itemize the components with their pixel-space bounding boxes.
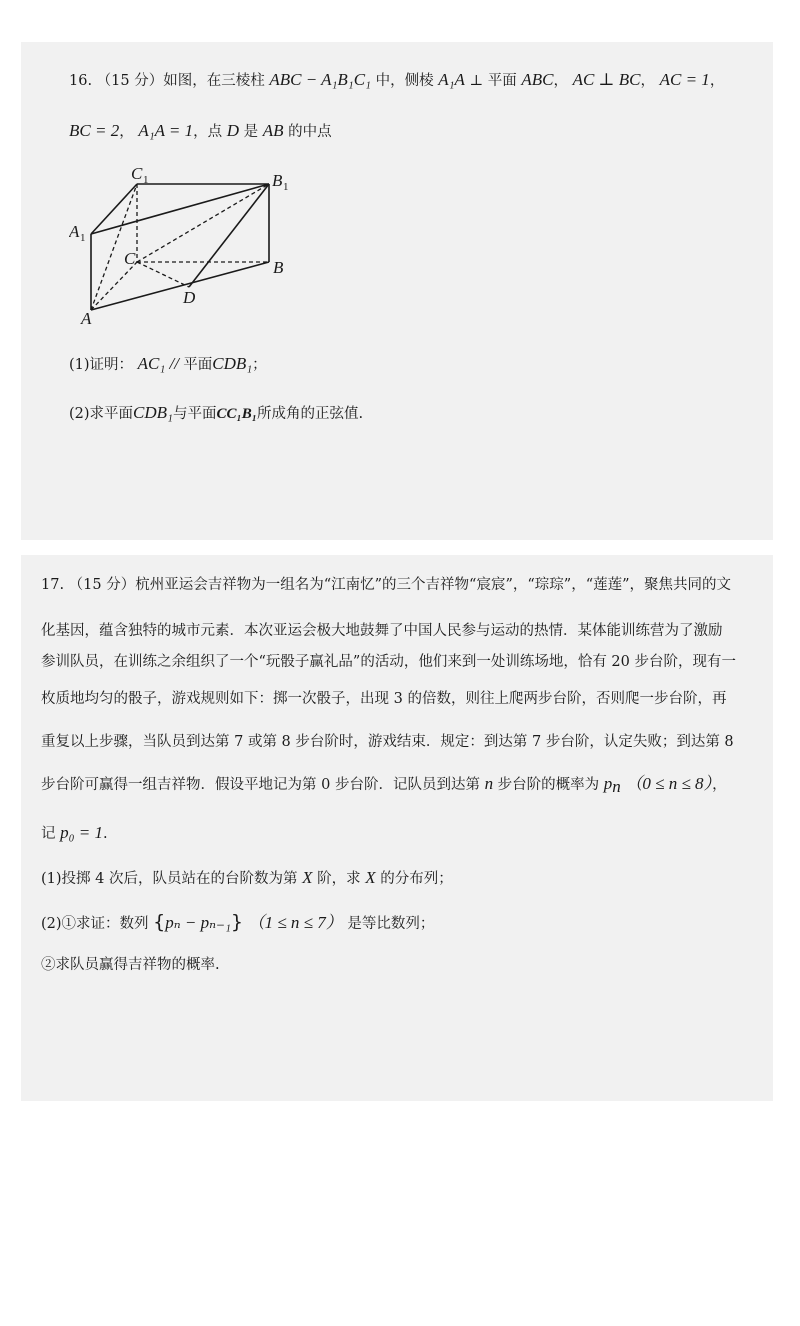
label-b: B xyxy=(273,258,284,277)
punct: . xyxy=(103,826,108,842)
problem-17-stem-line-2: 化基因，蕴含独特的城市元素．本次亚运会极大地鼓舞了中国人民参与运动的热情．某体能训练营为了激励 xyxy=(41,623,723,639)
math-prism: ABC − A₁B₁C₁ xyxy=(269,70,371,89)
math-variable: n xyxy=(484,774,494,793)
problem-16-question-2 xyxy=(69,403,363,424)
problem-17-card xyxy=(21,555,773,1101)
math-range: （1 ≤ n ≤ 7） xyxy=(247,913,343,932)
math-expression: AC₁ // xyxy=(137,354,184,373)
stem-text: 所成角的正弦值. xyxy=(256,406,364,422)
label-c1-sub: 1 xyxy=(143,174,149,186)
math-variable: X xyxy=(365,868,376,887)
edge-a1c1 xyxy=(91,184,137,234)
edge-ac1-hidden xyxy=(91,184,137,310)
math-plane: ABC xyxy=(521,70,554,89)
label-a1: A xyxy=(69,222,80,241)
stem-text: 的分布列； xyxy=(380,871,453,887)
problem-16-stem-line-2 xyxy=(69,121,332,142)
stem-text: 步台阶可赢得一组吉祥物．假设平地记为第 0 步台阶．记队员到达第 xyxy=(41,777,480,793)
math-condition: BC = 2 xyxy=(69,121,120,140)
punct: ， xyxy=(553,73,568,89)
edge-a1b1 xyxy=(91,184,269,234)
stem-text: 是 xyxy=(243,124,259,140)
punct: ； xyxy=(252,357,267,373)
math-condition: A₁A = 1 xyxy=(138,121,194,140)
question-label: (1)证明： xyxy=(69,357,134,373)
problem-16-card xyxy=(21,42,773,540)
problem-17-stem-line-1 xyxy=(41,575,731,595)
edge-db1 xyxy=(189,184,269,287)
math-plane: CC₁B₁ xyxy=(216,406,257,422)
question-label: (2)求平面 xyxy=(69,406,134,422)
edge-ac-hidden xyxy=(91,262,137,310)
problem-score: （15 分） xyxy=(96,73,164,89)
stem-text: (1)投掷 4 次后，队员站在的台阶数为第 xyxy=(41,871,298,887)
math-variable: p xyxy=(603,774,613,793)
problem-17-stem-line-5: 重复以上步骤，当队员到达第 7 或第 8 步台阶时，游戏结束．规定：到达第 7 步台阶，认定失败；到达第 8 xyxy=(41,734,734,750)
math-segment: AB xyxy=(262,121,284,140)
math-plane: CDB₁ xyxy=(212,354,253,373)
problem-17-question-2: (2)①求证：数列 {pₙ − pₙ₋₁} （1 ≤ n ≤ 7） 是等比数列； xyxy=(41,911,435,933)
punct: ， xyxy=(119,124,134,140)
punct: ， xyxy=(712,777,727,793)
stem-text: 中，侧棱 xyxy=(375,73,434,89)
label-c: C xyxy=(124,249,136,268)
math-plane: CDB₁ xyxy=(133,403,173,422)
stem-text: 是等比数列； xyxy=(347,916,435,932)
label-a1-sub: 1 xyxy=(80,232,86,244)
problem-17-question-1 xyxy=(41,868,453,889)
stem-text: 平面 xyxy=(183,357,213,373)
math-condition: AC ⊥ BC xyxy=(572,70,641,89)
punct: ， xyxy=(709,73,725,89)
stem-text: (2)①求证：数列 xyxy=(41,916,149,932)
problem-number: 16. xyxy=(69,73,93,89)
stem-text: 的中点 xyxy=(288,124,332,140)
problem-16-stem-line-1 xyxy=(69,70,724,91)
stem-text: 阶，求 xyxy=(317,871,361,887)
math-edge: A₁A xyxy=(438,70,465,89)
math-sequence: pₙ − pₙ₋₁ xyxy=(165,913,231,932)
problem-number: 17. xyxy=(41,577,65,593)
math-condition: AC = 1 xyxy=(659,70,710,89)
edge-ab xyxy=(91,262,269,310)
prism-diagram xyxy=(69,162,329,327)
stem-text: ⊥ 平面 xyxy=(469,73,517,89)
problem-17-stem-line-7 xyxy=(41,823,108,844)
math-subscript: n xyxy=(612,777,621,796)
stem-text: 记 xyxy=(41,826,56,842)
label-d: D xyxy=(183,288,196,307)
math-variable: X xyxy=(302,868,313,887)
stem-text: 杭州亚运会吉祥物为一组名为“江南忆”的三个吉祥物“宸宸”，“琮琮”，“莲莲”，聚焦共同的文 xyxy=(135,577,732,593)
label-a: A xyxy=(81,309,92,327)
edge-cd-hidden xyxy=(137,262,189,287)
math-range: （0 ≤ n ≤ 8） xyxy=(625,774,713,793)
problem-17-question-3: ②求队员赢得吉祥物的概率. xyxy=(41,957,220,973)
stem-text: 与平面 xyxy=(172,406,217,422)
problem-17-stem-line-6 xyxy=(41,774,727,795)
edge-cb1-hidden xyxy=(137,184,269,262)
punct: ， xyxy=(640,73,655,89)
problem-17-stem-line-3: 参训队员，在训练之余组织了一个“玩骰子赢礼品”的活动，他们来到一处训练场地，恰有 20 步台阶，现有一 xyxy=(41,654,736,670)
stem-text: 步台阶的概率为 xyxy=(497,777,600,793)
problem-score: （15 分） xyxy=(68,577,136,593)
label-b1-sub: 1 xyxy=(283,181,289,193)
problem-16-question-1 xyxy=(69,354,267,375)
stem-text: ，点 xyxy=(193,124,223,140)
math-expression: p₀ = 1 xyxy=(60,823,103,842)
label-b1: B xyxy=(272,171,283,190)
label-c1: C xyxy=(131,164,143,183)
stem-text: 如图，在三棱柱 xyxy=(163,73,265,89)
math-point: D xyxy=(226,121,240,140)
problem-17-stem-line-4: 枚质地均匀的骰子，游戏规则如下：掷一次骰子，出现 3 的倍数，则往上爬两步台阶，否则爬一步台阶，再 xyxy=(41,691,727,707)
